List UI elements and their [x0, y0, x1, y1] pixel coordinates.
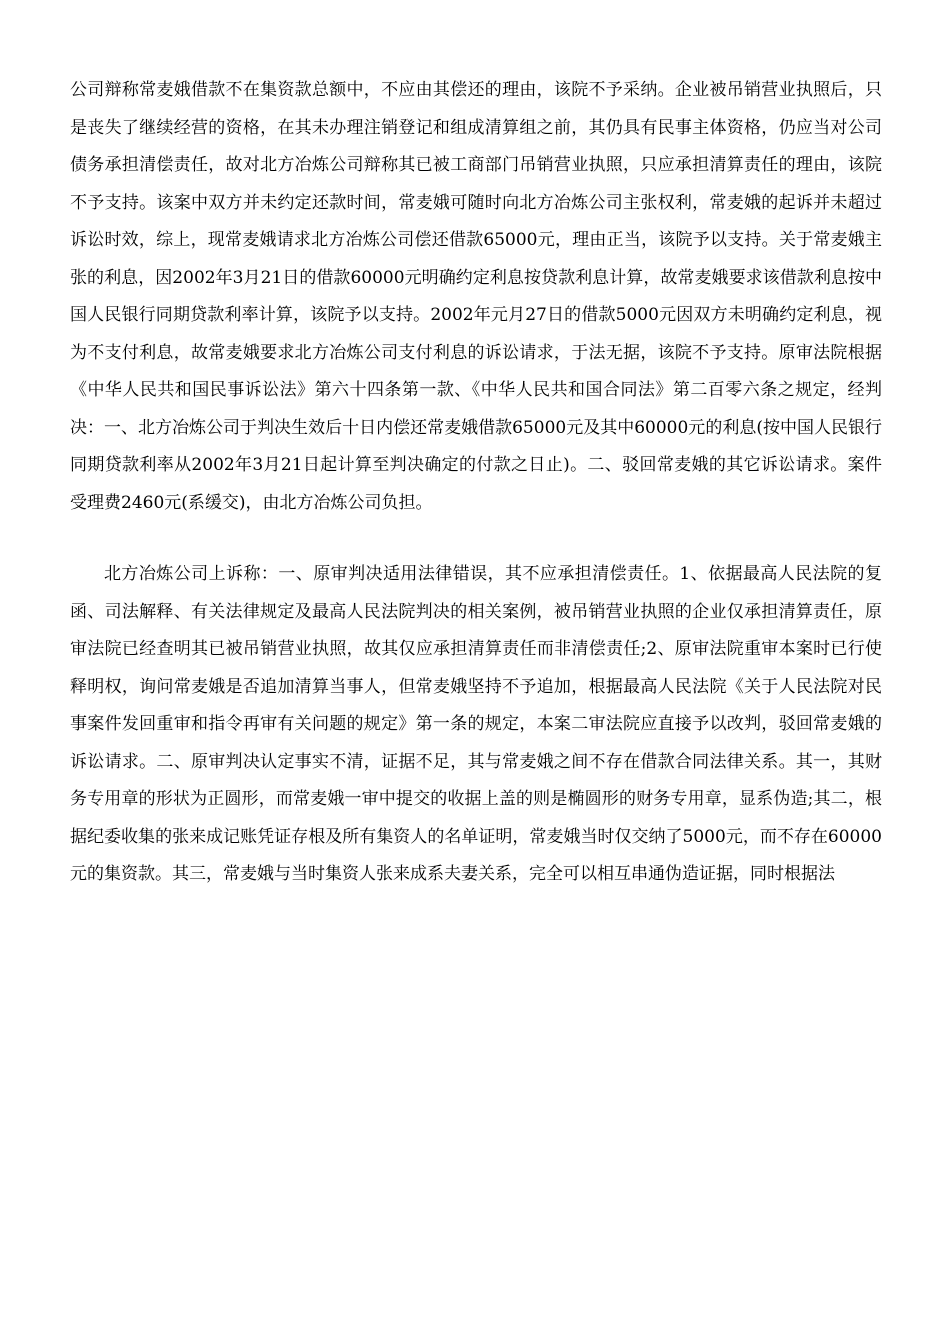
- paragraph-original-judgment: 公司辩称常麦娥借款不在集资款总额中，不应由其偿还的理由，该院不予采纳。企业被吊销营业执照后，只是丧失了继续经营的资格，在其未办理注销登记和组成清算组之前，其仍具有民事主体资格，仍应当对公司债务承担清偿责任，故对北方冶炼公司辩称其已被工商部门吊销营业执照，只应承担清算责任的理由，该院不予支持。该案中双方并未约定还款时间，常麦娥可随时向北方冶炼公司主张权利，常麦娥的起诉并未超过诉讼时效，综上，现常麦娥请求北方冶炼公司偿还借款65000元，理由正当，该院予以支持。关于常麦娥主张的利息，因2002年3月21日的借款60000元明确约定利息按贷款利息计算，故常麦娥要求该借款利息按中国人民银行同期贷款利率计算，该院予以支持。2002年元月27日的借款5000元因双方未明确约定利息，视为不支付利息，故常麦娥要求北方冶炼公司支付利息的诉讼请求，于法无据，该院不予支持。原审法院根据《中华人民共和国民事诉讼法》第六十四条第一款、《中华人民共和国合同法》第二百零六条之规定，经判决：一、北方冶炼公司于判决生效后十日内偿还常麦娥借款65000元及其中60000元的利息(按中国人民银行同期贷款利率从2002年3月21日起计算至判决确定的付款之日止)。二、驳回常麦娥的其它诉讼请求。案件受理费2460元(系缓交)，由北方冶炼公司负担。: [70, 80, 882, 513]
- paragraph-appeal-claims: 北方冶炼公司上诉称：一、原审判决适用法律错误，其不应承担清偿责任。1、依据最高人民法院的复函、司法解释、有关法律规定及最高人民法院判决的相关案例，被吊销营业执照的企业仅承担清算责任，原审法院已经查明其已被吊销营业执照，故其仅应承担清算责任而非清偿责任;2、原审法院重审本案时已行使释明权，询问常麦娥是否追加清算当事人，但常麦娥坚持不予追加，根据最高人民法院《关于人民法院对民事案件发回重审和指令再审有关问题的规定》第一条的规定，本案二审法院应直接予以改判，驳回常麦娥的诉讼请求。二、原审判决认定事实不清，证据不足，其与常麦娥之间不存在借款合同法律关系。其一，其财务专用章的形状为正圆形，而常麦娥一审中提交的收据上盖的则是椭圆形的财务专用章，显系伪造;其二，根据纪委收集的张来成记账凭证存根及所有集资人的名单证明，常麦娥当时仅交纳了5000元，而不存在60000元的集资款。其三，常麦娥与当时集资人张来成系夫妻关系，完全可以相互串通伪造证据，同时根据法: [70, 564, 882, 884]
- document-page: [70, 72, 882, 894]
